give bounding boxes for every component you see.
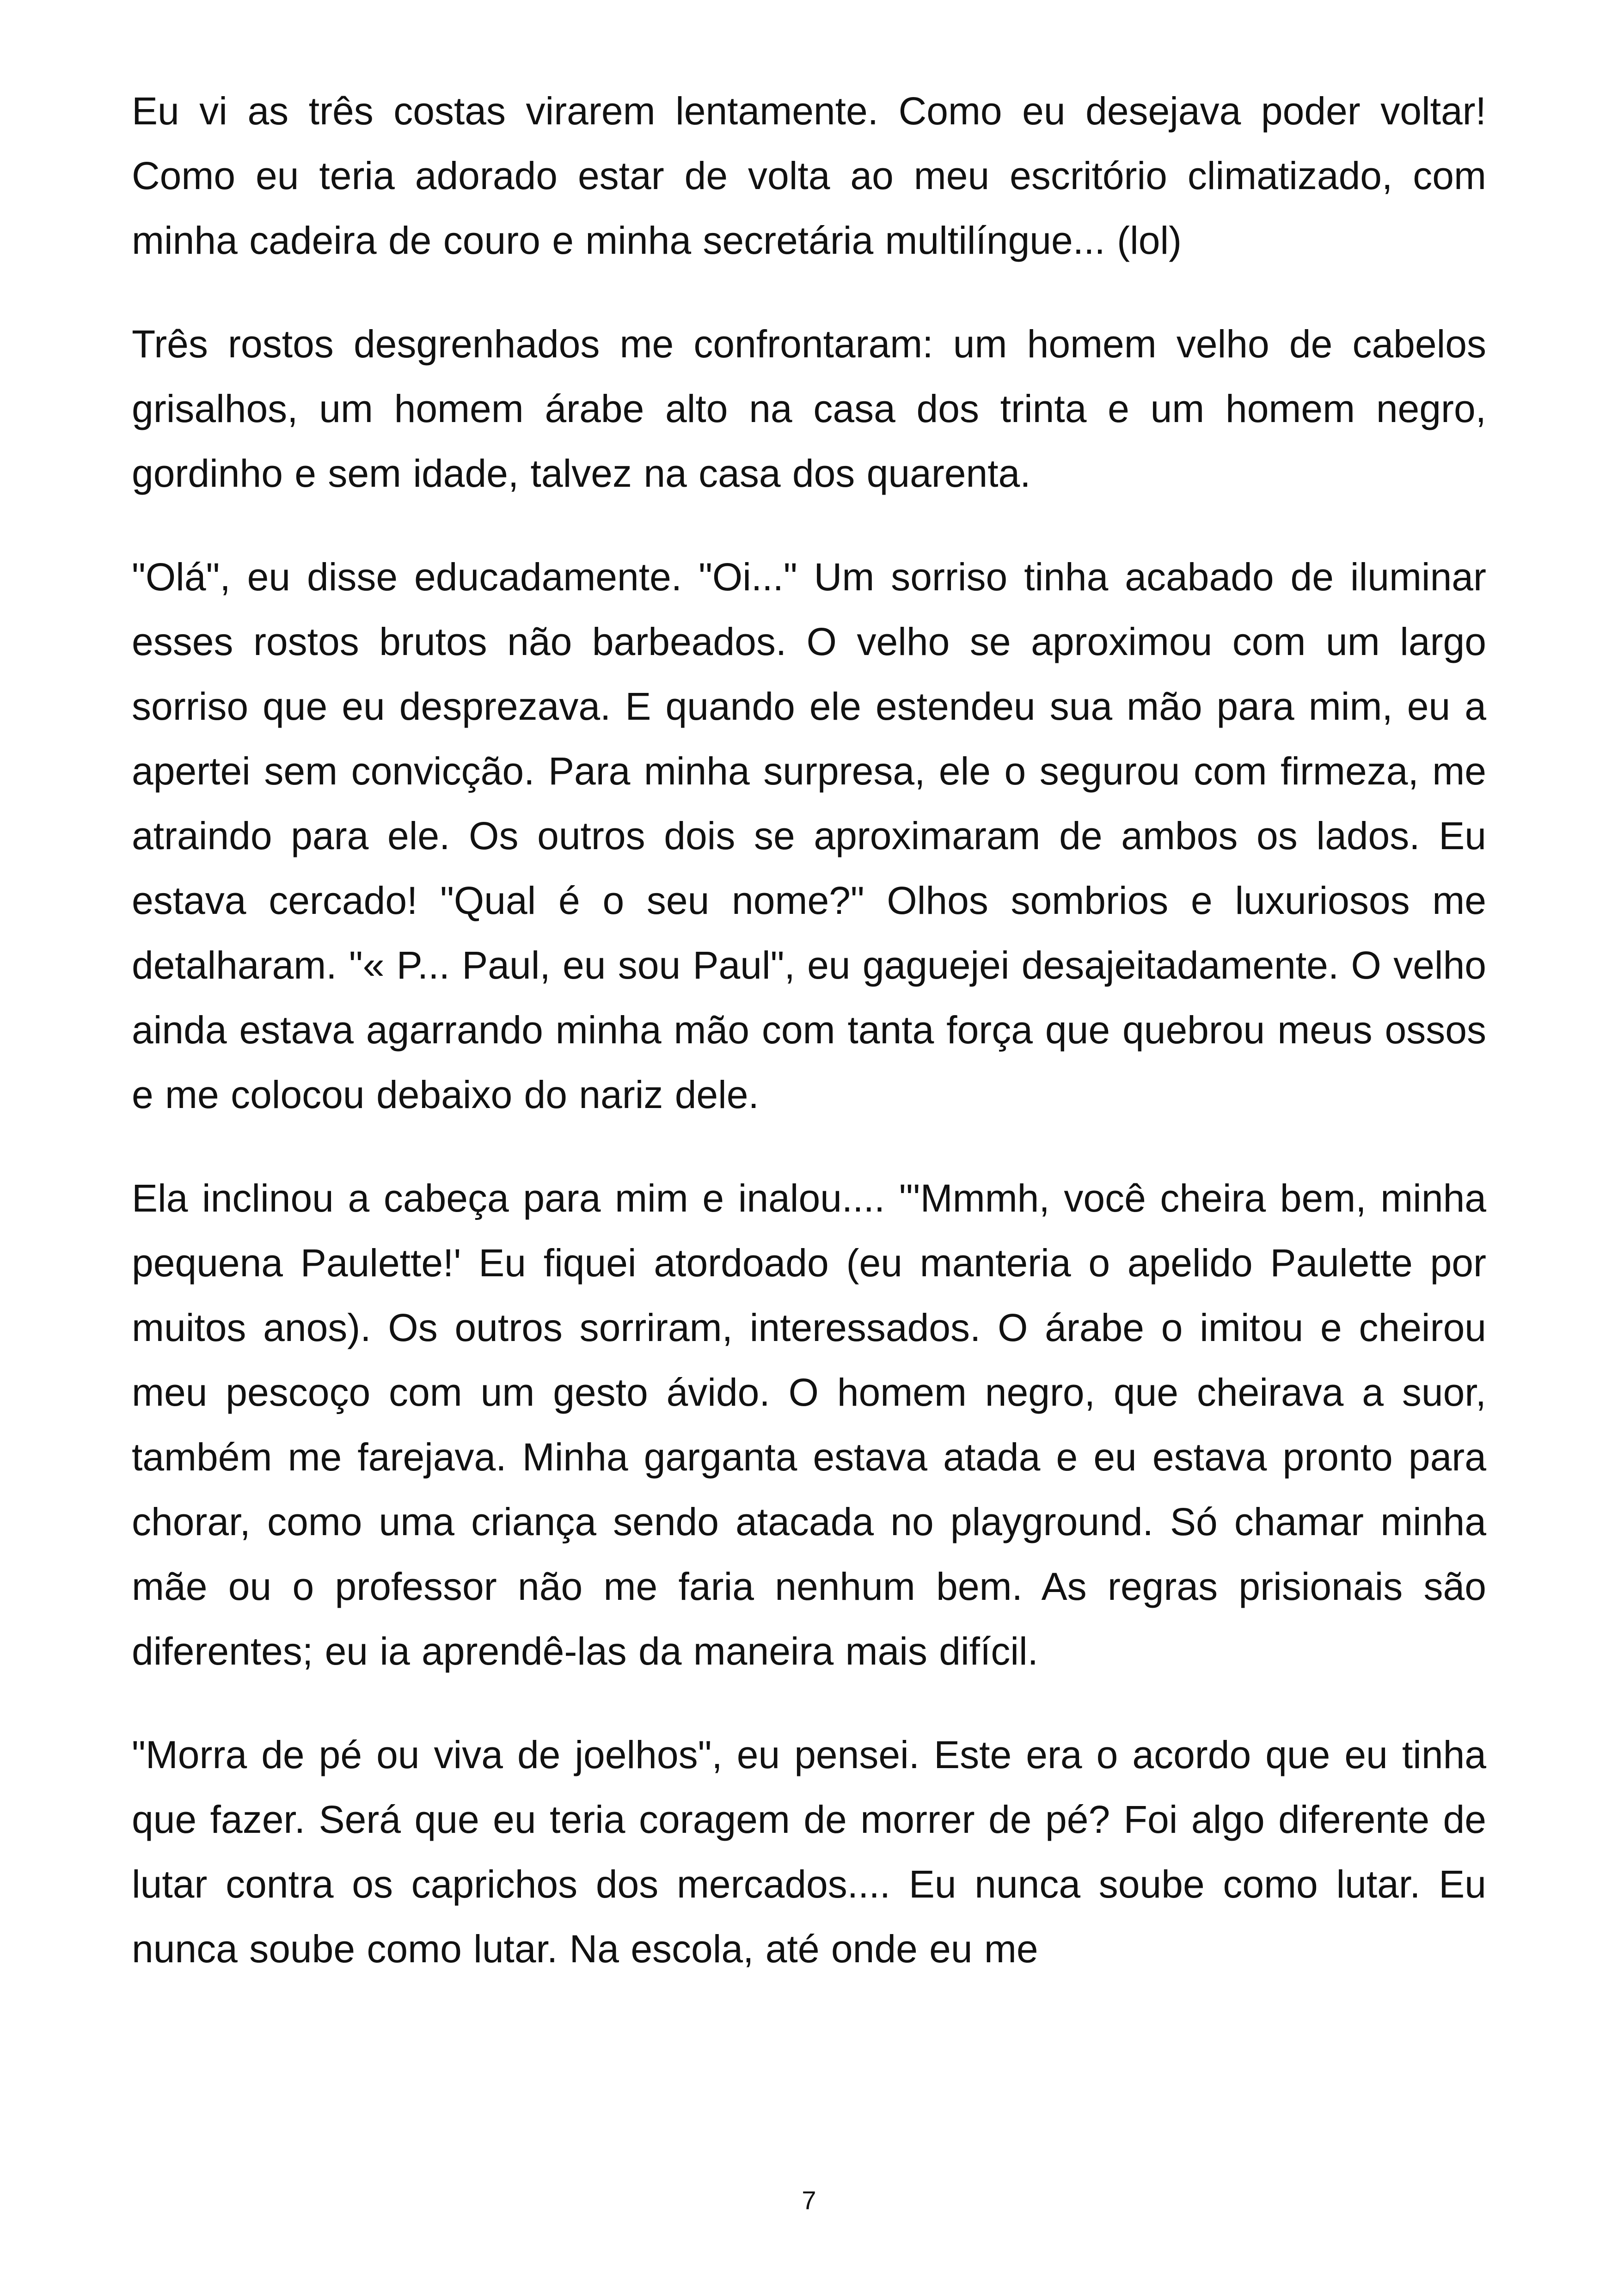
paragraph-1: Eu vi as três costas virarem lentamente. Como eu desejava poder voltar! Como eu teria adorado estar de volta ao meu escritório climatizado, com minha cadeira de couro e minha secretária multilíngue... (lol) [132, 89, 1486, 262]
paragraph-3: "Olá", eu disse educadamente. "Oi..." Um sorriso tinha acabado de iluminar esses rostos brutos não barbeados. O velho se aproximou com um largo sorriso que eu desprezava. E quando ele estendeu sua mão para mim, eu a apertei sem convicção. Para minha surpresa, ele o segurou com firmeza, me atraindo para ele. Os outros dois se aproximaram de ambos os lados. Eu estava cercado! "Qual é o seu nome?" Olhos sombrios e luxuriosos me detalharam. "« P... Paul, eu sou Paul", eu gaguejei desajeitadamente. O velho ainda estava agarrando minha mão com tanta força que quebrou meus ossos e me colocou debaixo do nariz dele. [132, 555, 1486, 1116]
page-number: 7 [802, 2186, 816, 2215]
paragraph-4: Ela inclinou a cabeça para mim e inalou.... "'Mmmh, você cheira bem, minha pequena Paulette!' Eu fiquei atordoado (eu manteria o apelido Paulette por muitos anos). Os outros sorriram, interessados. O árabe o imitou e cheirou meu pescoço com um gesto ávido. O homem negro, que cheirava a suor, também me farejava. Minha garganta estava atada e eu estava pronto para chorar, como uma criança sendo atacada no playground. Só chamar minha mãe ou o professor não me faria nenhum bem. As regras prisionais são diferentes; eu ia aprendê-las da maneira mais difícil. [132, 1176, 1486, 1673]
text-body [132, 79, 1486, 2020]
paragraph-2: Três rostos desgrenhados me confrontaram: um homem velho de cabelos grisalhos, um homem árabe alto na casa dos trinta e um homem negro, gordinho e sem idade, talvez na casa dos quarenta. [132, 322, 1486, 495]
paragraph-5: "Morra de pé ou viva de joelhos", eu pensei. Este era o acordo que eu tinha que fazer. Será que eu teria coragem de morrer de pé? Foi algo diferente de lutar contra os caprichos dos mercados.... Eu nunca soube como lutar. Eu nunca soube como lutar. Na escola, até onde eu me [132, 1733, 1486, 1971]
